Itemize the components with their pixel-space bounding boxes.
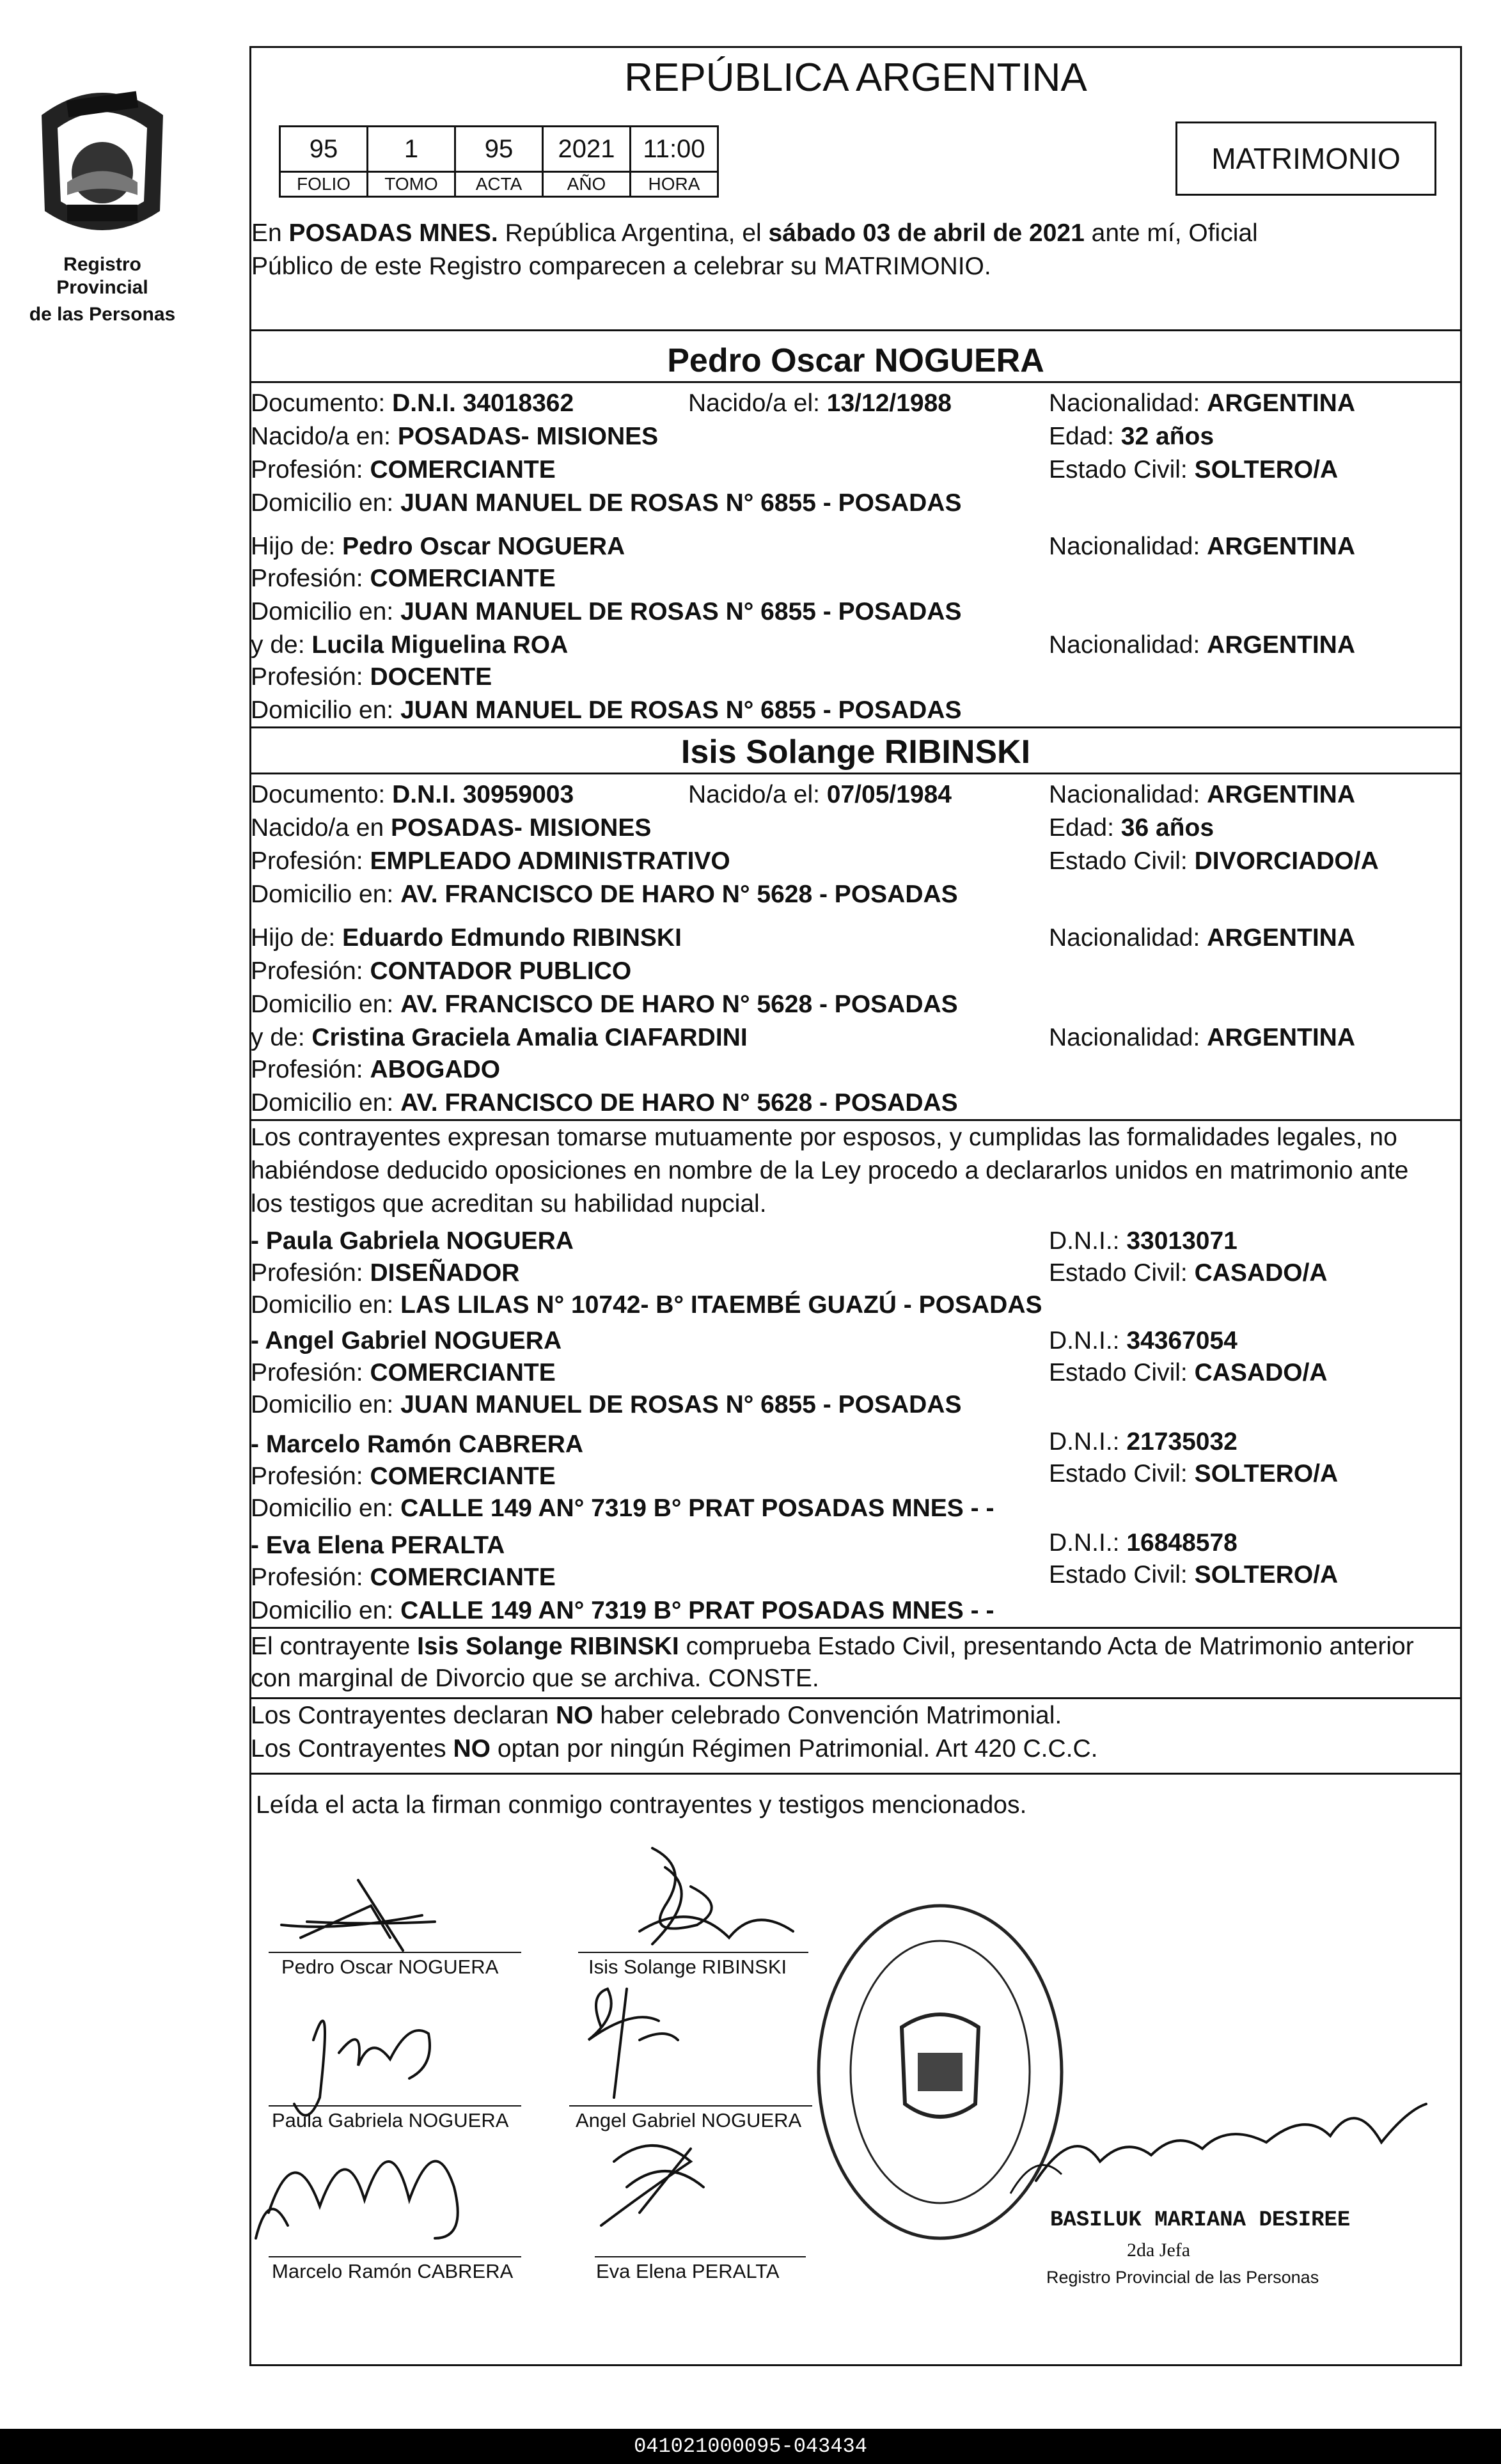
note-text-2: comprueba Estado Civil, presentando Acta de Matrimonio anterior <box>679 1633 1414 1660</box>
value: POSADAS- MISIONES <box>397 423 659 450</box>
registry-logo <box>26 77 179 325</box>
label: Nacido/a el: <box>688 781 827 808</box>
civil-status-note-line2: con marginal de Divorcio que se archiva. CONSTE. <box>251 1665 819 1692</box>
note-name: Isis Solange RIBINSKI <box>417 1633 679 1660</box>
witness-3-address <box>251 1493 994 1525</box>
value: ARGENTINA <box>1207 631 1356 659</box>
value: D.N.I. 30959003 <box>392 781 574 808</box>
official-name: BASILUK MARIANA DESIREE <box>1050 2208 1351 2233</box>
hour-value: 11:00 <box>631 127 718 172</box>
hour-label: HORA <box>631 172 718 197</box>
witness-2-civil-status <box>1049 1357 1328 1389</box>
value: 21735032 <box>1126 1428 1238 1456</box>
label: D.N.I.: <box>1049 1529 1127 1557</box>
label: Nacido/a en: <box>251 423 398 450</box>
label: Profesión: <box>251 456 370 483</box>
year-label: AÑO <box>543 172 631 197</box>
text: Los Contrayentes declaran <box>251 1702 556 1729</box>
divider <box>249 1697 1462 1699</box>
closing-text: Leída el acta la firman conmigo contrayentes y testigos mencionados. <box>256 1791 1027 1819</box>
value: CALLE 149 AN° 7319 B° PRAT POSADAS MNES - - <box>400 1495 994 1522</box>
signature-label-witness-4: Eva Elena PERALTA <box>596 2260 780 2282</box>
value: CASADO/A <box>1194 1359 1328 1386</box>
logo-caption-line1: Registro Provincial <box>56 254 148 298</box>
label: Estado Civil: <box>1049 1259 1195 1287</box>
bride-address <box>251 879 958 911</box>
bride-birth-date <box>688 779 952 811</box>
label: y de: <box>251 1024 312 1051</box>
bride-profession <box>251 845 730 877</box>
bride-mother <box>251 1022 748 1054</box>
folio-value: 95 <box>280 127 368 172</box>
folio-label: FOLIO <box>280 172 368 197</box>
bride-father-nationality <box>1049 922 1355 954</box>
witness-4-dni <box>1049 1527 1238 1559</box>
value: JUAN MANUEL DE ROSAS N° 6855 - POSADAS <box>400 1391 962 1418</box>
label: Nacionalidad: <box>1049 1024 1207 1051</box>
official-signature <box>998 2085 1433 2200</box>
label: Documento: <box>251 389 393 417</box>
label: Nacionalidad: <box>1049 533 1207 560</box>
groom-mother-address <box>251 694 961 726</box>
intro-place: POSADAS MNES. <box>288 219 498 247</box>
groom-birth-place <box>251 421 658 453</box>
value: AV. FRANCISCO DE HARO N° 5628 - POSADAS <box>400 881 958 908</box>
label: Domicilio en: <box>251 489 401 517</box>
value: COMERCIANTE <box>370 1564 556 1591</box>
witness-3-profession <box>251 1461 556 1493</box>
label: Domicilio en: <box>251 1291 401 1319</box>
witness-4-address <box>251 1595 994 1627</box>
value: COMERCIANTE <box>370 565 556 592</box>
value: COMERCIANTE <box>370 456 556 483</box>
label: D.N.I.: <box>1049 1428 1127 1456</box>
value: 34367054 <box>1126 1327 1238 1354</box>
value: 36 años <box>1120 814 1214 842</box>
groom-address <box>251 487 961 519</box>
label: Profesión: <box>251 1463 370 1490</box>
divider <box>249 1119 1462 1121</box>
witness-1-profession <box>251 1257 519 1289</box>
intro-date: sábado 03 de abril de 2021 <box>768 219 1085 247</box>
divider <box>249 773 1462 774</box>
signature-line <box>269 1952 521 1953</box>
groom-profession <box>251 454 556 486</box>
label: Profesión: <box>251 1056 370 1083</box>
intro-line1 <box>251 217 1258 249</box>
label: y de: <box>251 631 312 659</box>
intro-text-3: ante mí, Oficial <box>1084 219 1258 247</box>
value: Cristina Graciela Amalia CIAFARDINI <box>311 1024 748 1051</box>
groom-father <box>251 531 625 563</box>
witness-2-address <box>251 1389 961 1421</box>
acta-label: ACTA <box>455 172 543 197</box>
witness-1-name: - Paula Gabriela NOGUERA <box>251 1227 574 1255</box>
label: Nacionalidad: <box>1049 631 1207 659</box>
label: Profesión: <box>251 1359 370 1386</box>
label: Domicilio en: <box>251 1495 401 1522</box>
declaration-line2: habiéndose deducido oposiciones en nombre de la Ley procedo a declararlos unidos en matrimonio ante <box>251 1157 1409 1184</box>
witness-3-name: - Marcelo Ramón CABRERA <box>251 1431 584 1458</box>
label: Hijo de: <box>251 533 343 560</box>
value: ABOGADO <box>370 1056 501 1083</box>
value: 33013071 <box>1126 1227 1238 1255</box>
civil-status-note-line1 <box>251 1631 1414 1663</box>
value: COMERCIANTE <box>370 1463 556 1490</box>
label: Estado Civil: <box>1049 456 1195 483</box>
value: Lucila Miguelina ROA <box>311 631 569 659</box>
label: Domicilio en: <box>251 696 401 724</box>
acta-value: 95 <box>455 127 543 172</box>
witness-4-profession <box>251 1562 556 1594</box>
divider <box>249 1627 1462 1629</box>
tomo-value: 1 <box>368 127 455 172</box>
folio-table <box>279 125 719 198</box>
signature-line <box>269 2256 521 2257</box>
text-bold: NO <box>453 1735 491 1762</box>
label: Estado Civil: <box>1049 1359 1195 1386</box>
bride-mother-profession <box>251 1054 500 1086</box>
value: ARGENTINA <box>1207 389 1356 417</box>
groom-document <box>251 388 574 420</box>
value: EMPLEADO ADMINISTRATIVO <box>370 847 730 875</box>
official-office: Registro Provincial de las Personas <box>1046 2268 1319 2287</box>
convention-line1 <box>251 1700 1062 1732</box>
bride-name: Isis Solange RIBINSKI <box>680 734 1031 771</box>
label: Nacido/a en <box>251 814 391 842</box>
label: Domicilio en: <box>251 598 401 625</box>
label: Domicilio en: <box>251 1391 401 1418</box>
witness-3-dni <box>1049 1426 1238 1458</box>
signature-line <box>595 2256 806 2257</box>
label: Nacionalidad: <box>1049 781 1207 808</box>
witness-1-dni <box>1049 1225 1238 1257</box>
groom-age <box>1049 421 1214 453</box>
bride-father-address <box>251 989 958 1021</box>
value: 16848578 <box>1126 1529 1238 1557</box>
divider <box>249 381 1462 383</box>
label: Edad: <box>1049 423 1121 450</box>
label: Profesión: <box>251 1564 370 1591</box>
label: Domicilio en: <box>251 1089 401 1117</box>
label: Estado Civil: <box>1049 1460 1195 1487</box>
groom-mother-nationality <box>1049 629 1355 661</box>
signature-line <box>269 2105 521 2107</box>
value: JUAN MANUEL DE ROSAS N° 6855 - POSADAS <box>400 598 962 625</box>
label: Domicilio en: <box>251 991 401 1018</box>
value: DIVORCIADO/A <box>1194 847 1379 875</box>
text: Los Contrayentes <box>251 1735 453 1762</box>
text: optan por ningún Régimen Patrimonial. Art 420 C.C.C. <box>491 1735 1098 1762</box>
bride-birth-place <box>251 812 651 844</box>
label: Profesión: <box>251 1259 370 1287</box>
value: JUAN MANUEL DE ROSAS N° 6855 - POSADAS <box>400 696 962 724</box>
signature-line <box>578 1952 808 1953</box>
witness-2-name: - Angel Gabriel NOGUERA <box>251 1327 562 1354</box>
signature-label-bride: Isis Solange RIBINSKI <box>588 1956 787 1978</box>
bride-nationality <box>1049 779 1355 811</box>
value: 07/05/1984 <box>826 781 952 808</box>
bride-document <box>251 779 574 811</box>
label: Nacionalidad: <box>1049 924 1207 952</box>
bride-father-profession <box>251 955 631 987</box>
value: 32 años <box>1120 423 1214 450</box>
label: Hijo de: <box>251 924 343 952</box>
intro-line2: Público de este Registro comparecen a celebrar su MATRIMONIO. <box>251 253 991 280</box>
signature-label-witness-1: Paula Gabriela NOGUERA <box>272 2109 509 2131</box>
witness-1-civil-status <box>1049 1257 1328 1289</box>
groom-name: Pedro Oscar NOGUERA <box>667 342 1044 379</box>
witness-4-civil-status <box>1049 1559 1338 1591</box>
label: Domicilio en: <box>251 1597 401 1624</box>
label: Estado Civil: <box>1049 1561 1195 1589</box>
label: D.N.I.: <box>1049 1227 1127 1255</box>
divider <box>249 1773 1462 1775</box>
witness-4-name: - Eva Elena PERALTA <box>251 1532 505 1559</box>
value: ARGENTINA <box>1207 533 1356 560</box>
label: Nacionalidad: <box>1049 389 1207 417</box>
value: JUAN MANUEL DE ROSAS N° 6855 - POSADAS <box>400 489 962 517</box>
value: SOLTERO/A <box>1194 1460 1339 1487</box>
intro-text-1: En <box>251 219 289 247</box>
divider <box>249 726 1462 728</box>
value: SOLTERO/A <box>1194 456 1339 483</box>
bride-age <box>1049 812 1214 844</box>
document-barcode-id: 041021000095-043434 <box>0 2429 1501 2464</box>
intro-text-2: República Argentina, el <box>498 219 769 247</box>
value: ARGENTINA <box>1207 924 1356 952</box>
label: Edad: <box>1049 814 1121 842</box>
witness-3-civil-status <box>1049 1458 1338 1490</box>
record-type-box: MATRIMONIO <box>1175 122 1436 196</box>
value: ARGENTINA <box>1207 1024 1356 1051</box>
value: ARGENTINA <box>1207 781 1356 808</box>
label: Domicilio en: <box>251 881 401 908</box>
groom-birth-date <box>688 388 952 420</box>
signature-label-groom: Pedro Oscar NOGUERA <box>281 1956 499 1978</box>
groom-nationality <box>1049 388 1355 420</box>
value: SOLTERO/A <box>1194 1561 1339 1589</box>
signature-label-witness-2: Angel Gabriel NOGUERA <box>576 2109 802 2131</box>
groom-mother <box>251 629 568 661</box>
value: COMERCIANTE <box>370 1359 556 1386</box>
declaration-line3: los testigos que acreditan su habilidad nupcial. <box>251 1190 767 1218</box>
witness-2-profession <box>251 1357 556 1389</box>
value: DOCENTE <box>370 663 492 691</box>
document-title: REPÚBLICA ARGENTINA <box>624 56 1087 100</box>
bride-mother-nationality <box>1049 1022 1355 1054</box>
label: Profesión: <box>251 663 370 691</box>
signature-line <box>569 2105 812 2107</box>
value: AV. FRANCISCO DE HARO N° 5628 - POSADAS <box>400 991 958 1018</box>
witness-2-dni <box>1049 1325 1238 1357</box>
tomo-label: TOMO <box>368 172 455 197</box>
text: haber celebrado Convención Matrimonial. <box>593 1702 1062 1729</box>
value: CONTADOR PUBLICO <box>370 957 632 985</box>
bride-civil-status <box>1049 845 1379 877</box>
value: LAS LILAS N° 10742- B° ITAEMBÉ GUAZÚ - POSADAS <box>400 1291 1042 1319</box>
note-text-1: El contrayente <box>251 1633 418 1660</box>
label: Nacido/a el: <box>688 389 827 417</box>
label: Estado Civil: <box>1049 847 1195 875</box>
value: CALLE 149 AN° 7319 B° PRAT POSADAS MNES - - <box>400 1597 994 1624</box>
value: Eduardo Edmundo RIBINSKI <box>342 924 682 952</box>
label: Profesión: <box>251 957 370 985</box>
label: D.N.I.: <box>1049 1327 1127 1354</box>
official-role: 2da Jefa <box>1127 2240 1191 2261</box>
value: AV. FRANCISCO DE HARO N° 5628 - POSADAS <box>400 1089 958 1117</box>
groom-father-profession <box>251 563 556 595</box>
label: Profesión: <box>251 565 370 592</box>
groom-civil-status <box>1049 454 1338 486</box>
value: 13/12/1988 <box>826 389 952 417</box>
declaration-line1: Los contrayentes expresan tomarse mutuamente por esposos, y cumplidas las formalidades legales, no <box>251 1124 1397 1151</box>
value: CASADO/A <box>1194 1259 1328 1287</box>
value: POSADAS- MISIONES <box>390 814 652 842</box>
value: Pedro Oscar NOGUERA <box>342 533 625 560</box>
label: Profesión: <box>251 847 370 875</box>
signature-label-witness-3: Marcelo Ramón CABRERA <box>272 2260 514 2282</box>
convention-line2 <box>251 1733 1098 1765</box>
groom-father-nationality <box>1049 531 1355 563</box>
divider <box>249 329 1462 331</box>
bride-father <box>251 922 682 954</box>
groom-mother-profession <box>251 661 492 693</box>
value: DISEÑADOR <box>370 1259 520 1287</box>
logo-caption-line2: de las Personas <box>29 304 176 325</box>
label: Documento: <box>251 781 393 808</box>
provincial-seal-icon <box>29 77 176 249</box>
value: D.N.I. 34018362 <box>392 389 574 417</box>
witness-1-address <box>251 1289 1042 1321</box>
groom-father-address <box>251 596 961 628</box>
year-value: 2021 <box>543 127 631 172</box>
bride-mother-address <box>251 1087 958 1119</box>
text-bold: NO <box>555 1702 593 1729</box>
